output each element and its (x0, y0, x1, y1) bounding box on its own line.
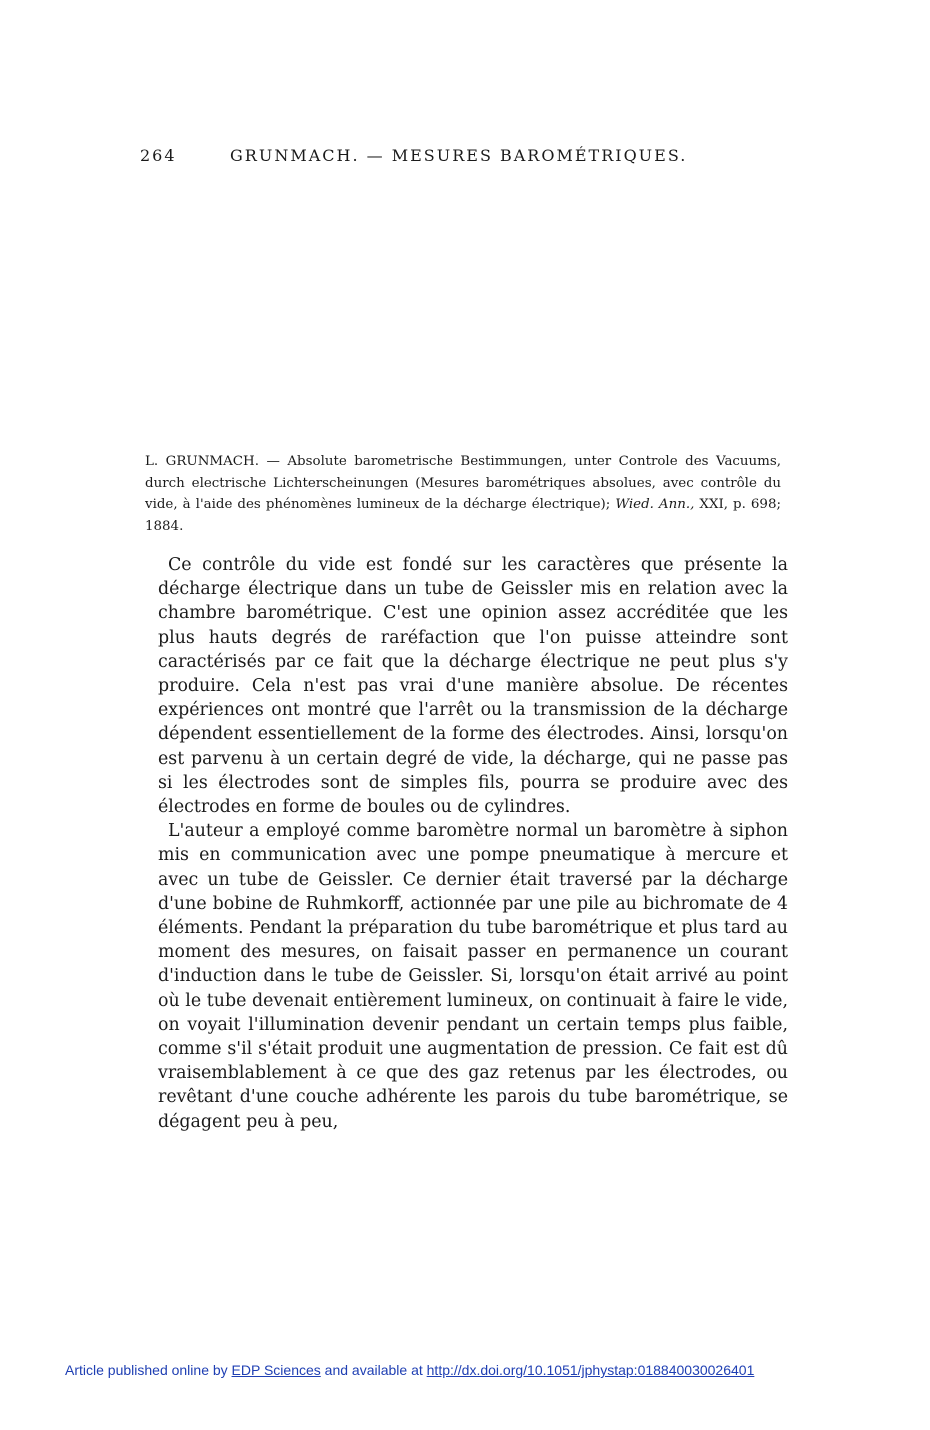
reference-text: — Absolute barometrische Bestimmungen, unter Controle des Vacuums, durch electrische Lichterscheinungen (Mesures barométriques absolues, avec contrôle du vide, à l'aide des phénomènes lumineux de la décharge électrique); (145, 454, 782, 512)
running-head (140, 146, 800, 170)
doi-link[interactable]: http://dx.doi.org/10.1051/jphystap:018840030026401 (426, 1362, 755, 1378)
running-title: GRUNMACH. — MESURES BAROMÉTRIQUES. (230, 146, 688, 165)
publication-footer (65, 1362, 865, 1378)
body-paragraph-1: Ce contrôle du vide est fondé sur les caractères que présente la décharge électrique dans un tube de Geissler mis en relation avec la chambre barométrique. C'est une opinion assez accréditée que les plus hauts degrés de raréfaction que l'on puisse atteindre sont caractérisés par ce fait que la décharge électrique ne peut plus s'y produire. Cela n'est pas vrai d'une manière absolue. De récentes expériences ont montré que l'arrêt ou la transmission de la décharge dépendent essentiellement de la forme des électrodes. Ainsi, lorsqu'on est parvenu à un certain degré de vide, la décharge, qui ne passe pas si les électrodes sont de simples fils, pourra se produire avec des électrodes en forme de boules ou de cylindres. (158, 555, 788, 818)
bibliographic-reference (145, 451, 781, 537)
body-paragraph-2: L'auteur a employé comme baromètre normal un baromètre à siphon mis en communication avec une pompe pneumatique à mercure et avec un tube de Geissler. Ce dernier était traversé par la décharge d'une bobine de Ruhmkorff, actionnée par une pile au bichromate de 4 éléments. Pendant la préparation du tube barométrique et plus tard au moment des mesures, on faisait passer en permanence un courant d'induction dans le tube de Geissler. Si, lorsqu'on était arrivé au point où le tube devenait entièrement lumineux, on continuait à faire le vide, on voyait l'illumination devenir pendant un certain temps plus faible, comme s'il s'était produit une augmentation de pression. Ce fait est dû vraisemblablement à ce que des gaz retenus par les électrodes, ou revêtant d'une couche adhérente les parois du tube barométrique, se dégagent peu à peu, (158, 821, 788, 1132)
article-body (158, 553, 788, 1134)
reference-author: L. GRUNMACH. (145, 454, 259, 469)
page-number: 264 (140, 146, 177, 165)
edp-sciences-link[interactable]: EDP Sciences (231, 1362, 321, 1378)
footer-middle: and available at (324, 1362, 423, 1378)
footer-prefix: Article published online by (65, 1362, 228, 1378)
reference-citation: XXI, p. 698; 1884. (145, 497, 781, 534)
reference-journal: Wied. Ann., (615, 497, 695, 512)
